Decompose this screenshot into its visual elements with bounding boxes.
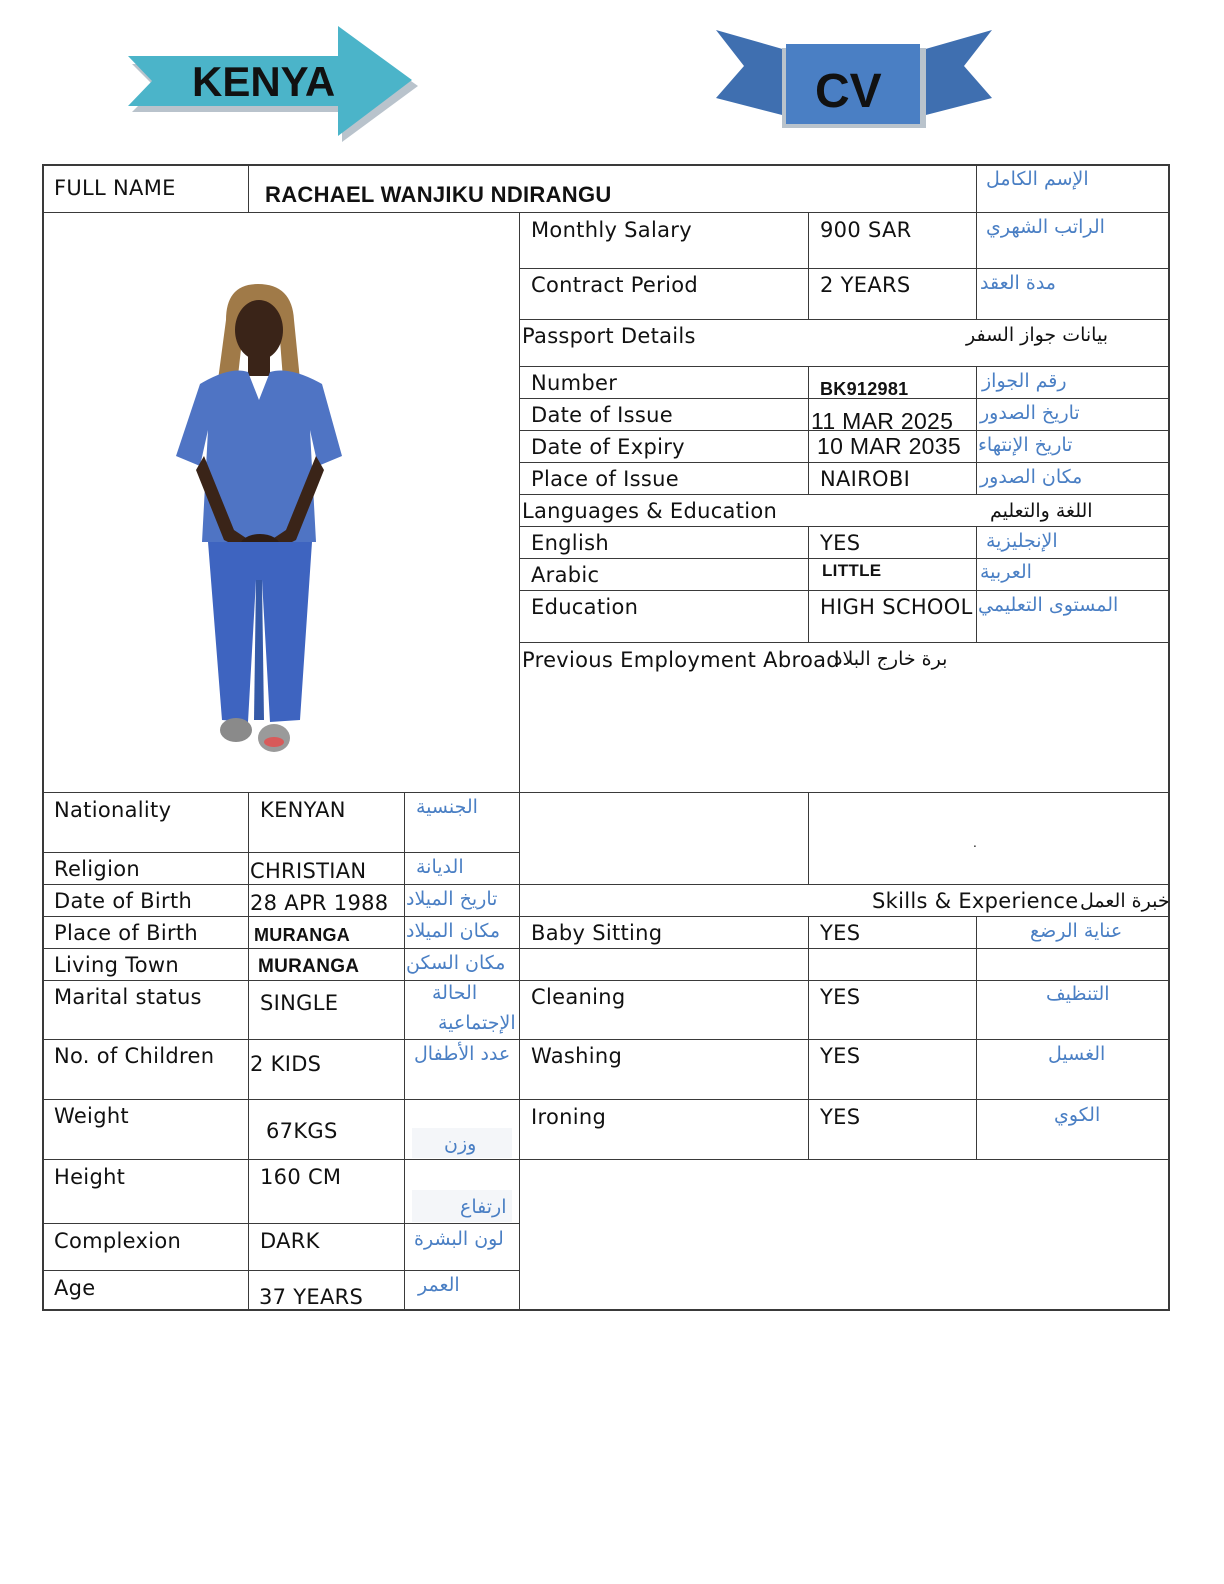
- languages-heading: Languages & Education: [522, 499, 778, 523]
- passport-number-label: Number: [531, 371, 618, 395]
- pob-label-ar: مكان الميلاد: [406, 920, 501, 942]
- weight-label-ar: وزن: [444, 1133, 477, 1155]
- baby-sitting-value: YES: [820, 921, 861, 945]
- skills-heading-ar: خبرة العمل: [1080, 890, 1170, 912]
- religion-value: CHRISTIAN: [250, 859, 367, 883]
- washing-label: Washing: [531, 1044, 623, 1068]
- marital-status-value: SINGLE: [260, 991, 339, 1015]
- arabic-label-ar: العربية: [980, 561, 1032, 583]
- age-value: 37 YEARS: [259, 1285, 364, 1309]
- passport-heading: Passport Details: [522, 324, 696, 348]
- dob-label: Date of Birth: [54, 889, 193, 913]
- place-of-issue-label-ar: مكان الصدور: [980, 466, 1083, 488]
- monthly-salary-label-ar: الراتب الشهري: [986, 216, 1105, 238]
- arabic-label: Arabic: [531, 563, 600, 587]
- date-of-expiry-label-ar: تاريخ الإنتهاء: [978, 434, 1073, 456]
- passport-number-label-ar: رقم الجواز: [982, 370, 1067, 392]
- washing-value: YES: [820, 1044, 861, 1068]
- complexion-value: DARK: [260, 1229, 320, 1253]
- previous-employment-heading: Previous Employment Abroad: [522, 648, 840, 672]
- dob-value: 28 APR 1988: [250, 891, 389, 915]
- age-label: Age: [54, 1276, 96, 1300]
- english-label: English: [531, 531, 609, 555]
- monthly-salary-label: Monthly Salary: [531, 218, 692, 242]
- height-value: 160 CM: [260, 1165, 342, 1189]
- education-value: HIGH SCHOOL: [820, 595, 973, 619]
- place-of-issue-label: Place of Issue: [531, 467, 679, 491]
- full-name-label-ar: الإسم الكامل: [986, 168, 1089, 190]
- date-of-issue-label: Date of Issue: [531, 403, 673, 427]
- nationality-label-ar: الجنسية: [416, 796, 478, 818]
- ironing-label: Ironing: [531, 1105, 607, 1129]
- weight-value: 67KGS: [266, 1119, 338, 1143]
- living-town-label-ar: مكان السكن: [406, 952, 506, 974]
- languages-heading-ar: اللغة والتعليم: [990, 500, 1093, 522]
- children-label: No. of Children: [54, 1044, 215, 1068]
- religion-label: Religion: [54, 857, 140, 881]
- complexion-label-ar: لون البشرة: [414, 1228, 504, 1250]
- nationality-value: KENYAN: [260, 798, 346, 822]
- children-value: 2 KIDS: [250, 1052, 322, 1076]
- person-photo: [160, 280, 360, 764]
- dob-label-ar: تاريخ الميلاد: [406, 888, 498, 910]
- marital-status-label-ar-1: الحالة: [432, 982, 478, 1004]
- baby-sitting-label-ar: عناية الرضع: [1030, 920, 1123, 942]
- date-of-issue-value: 11 MAR 2025: [811, 408, 954, 434]
- living-town-label: Living Town: [54, 953, 180, 977]
- education-label: Education: [531, 595, 639, 619]
- cv-title: CV: [815, 65, 882, 118]
- passport-heading-ar: بيانات جواز السفر: [966, 324, 1108, 346]
- date-of-issue-label-ar: تاريخ الصدور: [980, 402, 1080, 424]
- ironing-value: YES: [820, 1105, 861, 1129]
- living-town-value: MURANGA: [258, 956, 360, 977]
- full-name-value: RACHAEL WANJIKU NDIRANGU: [265, 182, 612, 207]
- height-label-ar: ارتفاع: [460, 1196, 507, 1218]
- english-value: YES: [820, 531, 861, 555]
- age-label-ar: العمر: [418, 1274, 460, 1296]
- washing-label-ar: الغسيل: [1048, 1043, 1106, 1065]
- monthly-salary-value: 900 SAR: [820, 218, 912, 242]
- contract-period-label: Contract Period: [531, 273, 698, 297]
- nationality-label: Nationality: [54, 798, 172, 822]
- education-label-ar: المستوى التعليمي: [978, 594, 1119, 616]
- complexion-label: Complexion: [54, 1229, 182, 1253]
- ironing-label-ar: الكوي: [1054, 1104, 1101, 1126]
- height-label: Height: [54, 1165, 126, 1189]
- contract-period-label-ar: مدة العقد: [980, 272, 1056, 294]
- skills-heading: Skills & Experience: [872, 889, 1079, 913]
- passport-number-value: BK912981: [820, 379, 909, 399]
- religion-label-ar: الديانة: [416, 856, 464, 878]
- country-title: KENYA: [192, 58, 336, 105]
- contract-period-value: 2 YEARS: [820, 273, 911, 297]
- english-label-ar: الإنجليزية: [986, 530, 1058, 552]
- pob-value: MURANGA: [254, 925, 351, 945]
- marital-status-label: Marital status: [54, 985, 202, 1009]
- date-of-expiry-label: Date of Expiry: [531, 435, 685, 459]
- children-label-ar: عدد الأطفال: [414, 1043, 511, 1065]
- baby-sitting-label: Baby Sitting: [531, 921, 663, 945]
- cleaning-value: YES: [820, 985, 861, 1009]
- place-of-issue-value: NAIROBI: [820, 467, 911, 491]
- cleaning-label-ar: التنظيف: [1046, 983, 1110, 1005]
- date-of-expiry-value: 10 MAR 2035: [817, 433, 961, 459]
- pob-label: Place of Birth: [54, 921, 199, 945]
- previous-employment-dot: .: [973, 836, 977, 850]
- previous-employment-heading-ar: برة خارج البلاد: [834, 648, 948, 670]
- marital-status-label-ar-2: الإجتماعية: [438, 1012, 516, 1034]
- weight-label: Weight: [54, 1104, 129, 1128]
- full-name-label: FULL NAME: [54, 176, 176, 200]
- cleaning-label: Cleaning: [531, 985, 626, 1009]
- arabic-value: LITTLE: [822, 561, 882, 580]
